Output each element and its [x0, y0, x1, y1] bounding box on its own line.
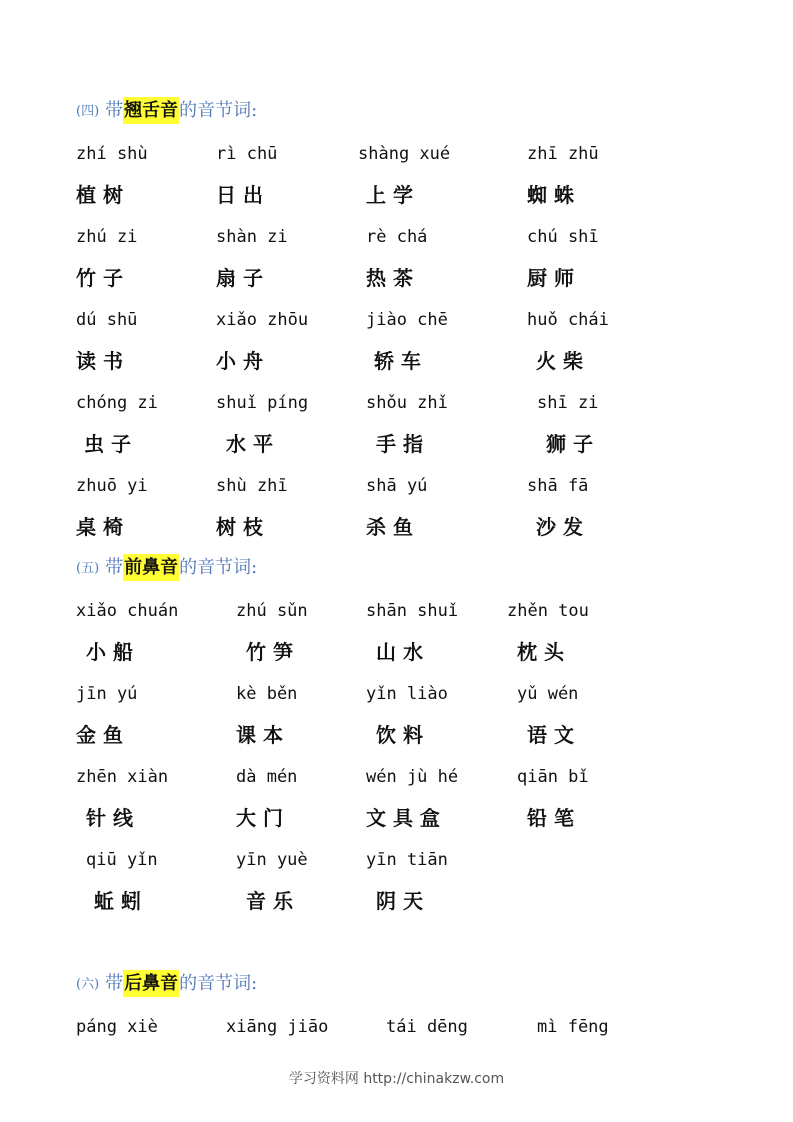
- pinyin-word: yīn yuè: [236, 850, 308, 870]
- pinyin-word: mì fēng: [537, 1017, 609, 1037]
- hanzi-word: 轿 车: [374, 349, 421, 373]
- pinyin-row: [0, 471, 793, 501]
- pinyin-word: dú shū: [76, 310, 138, 330]
- hanzi-word: 山 水: [376, 640, 423, 664]
- pinyin-word: rè chá: [366, 227, 428, 247]
- pinyin-word: zhí shù: [76, 144, 148, 164]
- hanzi-row: [0, 720, 793, 750]
- pinyin-word: chú shī: [527, 227, 599, 247]
- hanzi-word: 水 平: [226, 432, 273, 456]
- pinyin-word: shàn zi: [216, 227, 288, 247]
- hanzi-word: 针 线: [86, 806, 133, 830]
- hanzi-word: 狮 子: [546, 432, 593, 456]
- hanzi-word: 植 树: [76, 183, 123, 207]
- section-title-front-nasal: [76, 553, 257, 583]
- pinyin-word: xiǎo zhōu: [216, 310, 309, 330]
- pinyin-word: xiǎo chuán: [76, 601, 179, 621]
- hanzi-word: 桌 椅: [76, 515, 123, 539]
- pinyin-word: dà mén: [236, 767, 298, 787]
- hanzi-row: [0, 429, 793, 459]
- pinyin-word: shān shuǐ: [366, 601, 459, 621]
- title-suffix: 的音节词:: [179, 973, 258, 994]
- pinyin-word: shǒu zhǐ: [366, 393, 448, 413]
- pinyin-word: jīn yú: [76, 684, 138, 704]
- pinyin-word: zhuō yi: [76, 476, 148, 496]
- pinyin-word: zhú zi: [76, 227, 138, 247]
- section-title-retroflex: [76, 96, 257, 126]
- pinyin-row: [0, 388, 793, 418]
- pinyin-word: zhú sǔn: [236, 601, 308, 621]
- footer-watermark: 学习资料网 http://chinakzw.com: [288, 1071, 505, 1087]
- hanzi-row: [0, 803, 793, 833]
- hanzi-word: 大 门: [236, 806, 283, 830]
- hanzi-row: [0, 346, 793, 376]
- pinyin-row: [0, 679, 793, 709]
- pinyin-word: yīn tiān: [366, 850, 448, 870]
- pinyin-row: [0, 845, 793, 875]
- pinyin-word: shā fā: [527, 476, 589, 496]
- hanzi-word: 厨 师: [527, 266, 574, 290]
- pinyin-word: xiāng jiāo: [226, 1017, 329, 1037]
- hanzi-word: 日 出: [216, 183, 263, 207]
- hanzi-word: 火 柴: [536, 349, 583, 373]
- hanzi-word: 热 茶: [366, 266, 413, 290]
- pinyin-word: shù zhī: [216, 476, 288, 496]
- hanzi-word: 语 文: [527, 723, 574, 747]
- hanzi-word: 音 乐: [246, 889, 293, 913]
- pinyin-row: [0, 222, 793, 252]
- pinyin-word: zhī zhū: [527, 144, 599, 164]
- pinyin-word: zhēn xiàn: [76, 767, 169, 787]
- pinyin-word: wén jù hé: [366, 767, 459, 787]
- pinyin-word: chóng zi: [76, 393, 158, 413]
- hanzi-word: 沙 发: [536, 515, 583, 539]
- hanzi-word: 铅 笔: [527, 806, 574, 830]
- pinyin-word: yǐn liào: [366, 684, 448, 704]
- hanzi-row: [0, 512, 793, 542]
- hanzi-word: 阴 天: [376, 889, 423, 913]
- pinyin-word: páng xiè: [76, 1017, 158, 1037]
- title-highlight: 后鼻音: [123, 970, 179, 997]
- hanzi-word: 小 舟: [216, 349, 263, 373]
- pinyin-word: shā yú: [366, 476, 428, 496]
- hanzi-word: 树 枝: [216, 515, 263, 539]
- hanzi-word: 枕 头: [517, 640, 564, 664]
- pinyin-word: tái dēng: [386, 1017, 468, 1037]
- pinyin-word: yǔ wén: [517, 684, 579, 704]
- pinyin-row: [0, 596, 793, 626]
- title-prefix: 带: [105, 557, 124, 578]
- section-number: (四): [76, 104, 100, 119]
- pinyin-word: shàng xué: [358, 144, 451, 164]
- hanzi-word: 蜘 蛛: [527, 183, 574, 207]
- hanzi-word: 金 鱼: [76, 723, 123, 747]
- hanzi-word: 文 具 盒: [366, 806, 440, 830]
- hanzi-word: 竹 子: [76, 266, 123, 290]
- hanzi-word: 虫 子: [84, 432, 131, 456]
- hanzi-row: [0, 637, 793, 667]
- pinyin-word: kè běn: [236, 684, 298, 704]
- section-number: (五): [76, 561, 100, 576]
- hanzi-word: 饮 料: [376, 723, 423, 747]
- pinyin-word: rì chū: [216, 144, 278, 164]
- pinyin-word: qiān bǐ: [517, 767, 589, 787]
- hanzi-row: [0, 180, 793, 210]
- title-highlight: 翘舌音: [123, 97, 179, 124]
- hanzi-row: [0, 263, 793, 293]
- hanzi-row: [0, 886, 793, 916]
- hanzi-word: 上 学: [366, 183, 413, 207]
- hanzi-word: 读 书: [76, 349, 123, 373]
- title-prefix: 带: [105, 973, 124, 994]
- hanzi-word: 课 本: [236, 723, 283, 747]
- hanzi-word: 竹 笋: [246, 640, 293, 664]
- hanzi-word: 小 船: [86, 640, 133, 664]
- pinyin-row: [0, 1012, 793, 1042]
- section-number: (六): [76, 977, 100, 992]
- section-title-back-nasal: [76, 969, 257, 999]
- pinyin-row: [0, 139, 793, 169]
- hanzi-word: 扇 子: [216, 266, 263, 290]
- pinyin-word: zhěn tou: [507, 601, 589, 621]
- title-prefix: 带: [105, 100, 124, 121]
- hanzi-word: 手 指: [376, 432, 423, 456]
- pinyin-word: huǒ chái: [527, 310, 609, 330]
- title-highlight: 前鼻音: [123, 554, 179, 581]
- pinyin-word: jiào chē: [366, 310, 448, 330]
- hanzi-word: 杀 鱼: [366, 515, 413, 539]
- pinyin-row: [0, 762, 793, 792]
- hanzi-word: 蚯 蚓: [94, 889, 141, 913]
- title-suffix: 的音节词:: [179, 100, 258, 121]
- title-suffix: 的音节词:: [179, 557, 258, 578]
- pinyin-row: [0, 305, 793, 335]
- pinyin-word: shuǐ píng: [216, 393, 309, 413]
- pinyin-word: shī zi: [537, 393, 599, 413]
- pinyin-word: qiū yǐn: [86, 850, 158, 870]
